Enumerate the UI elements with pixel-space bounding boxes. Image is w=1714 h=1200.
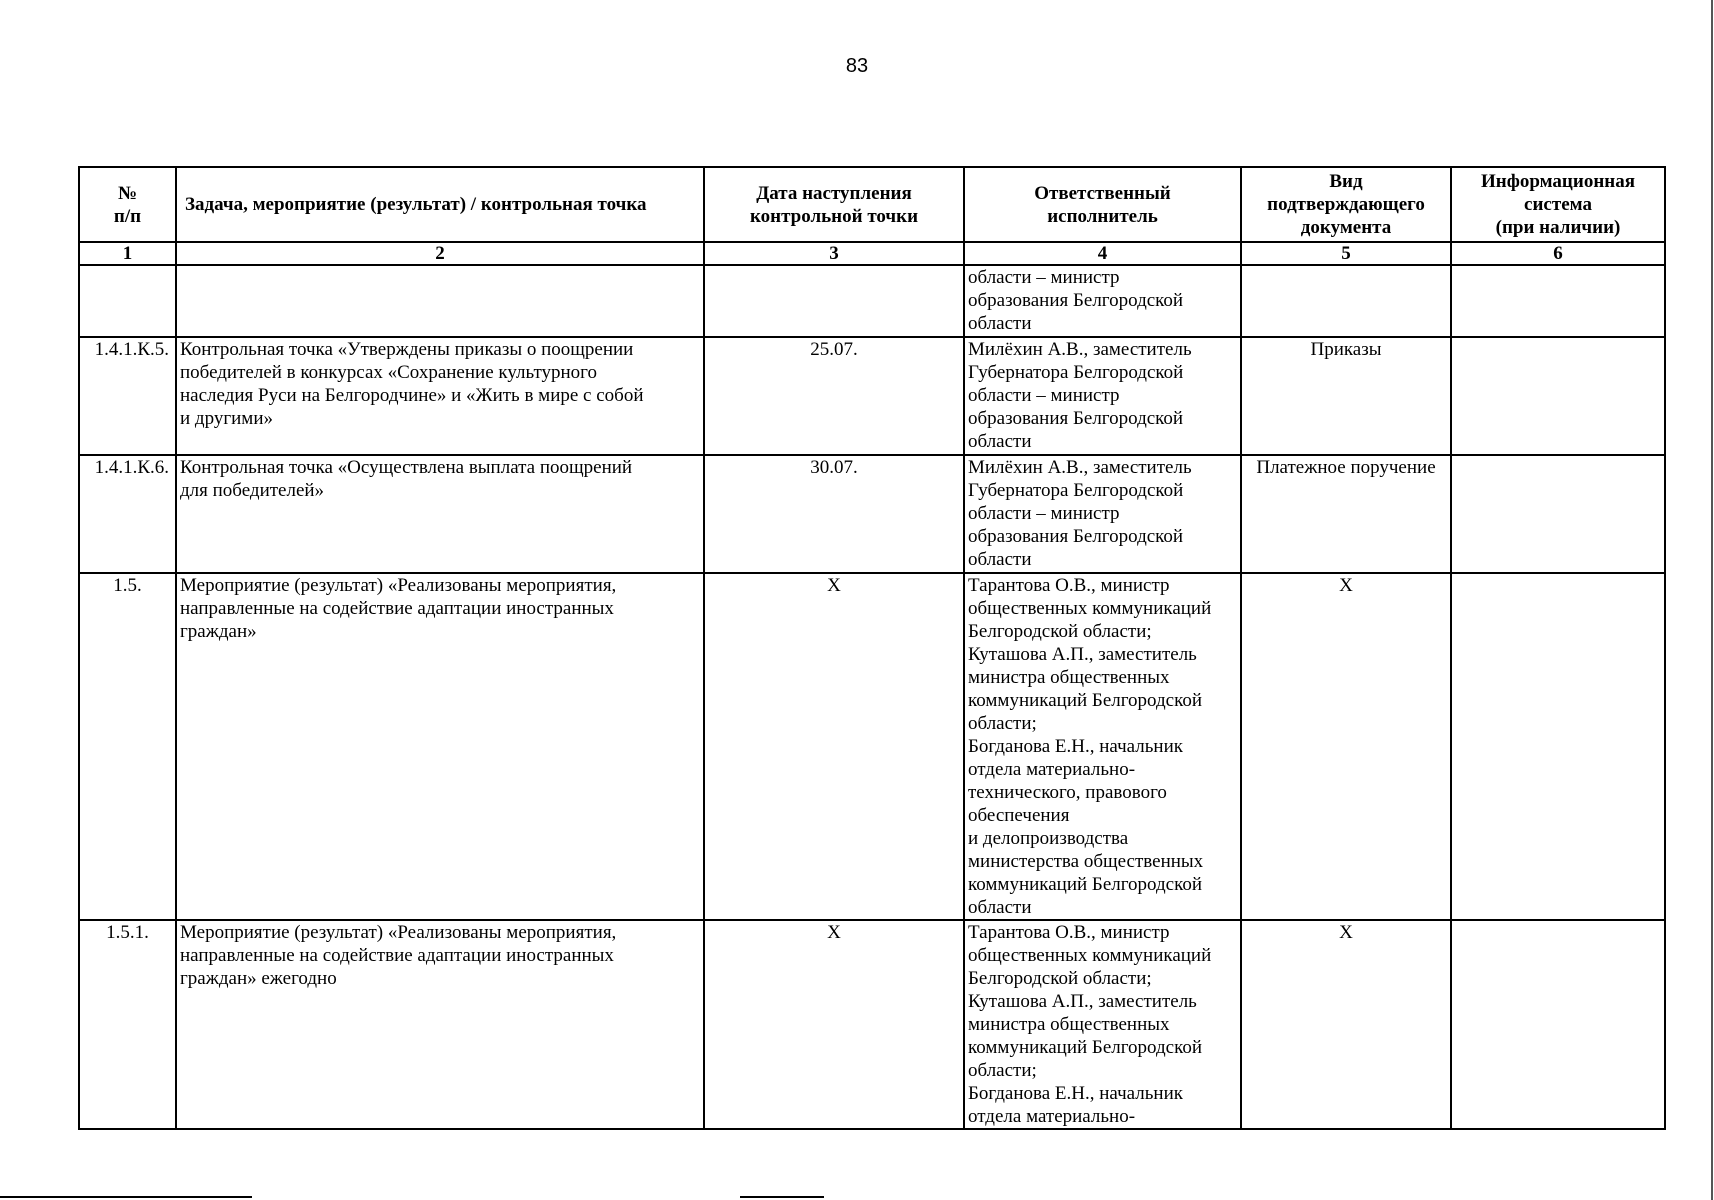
header-executor: Ответственный исполнитель [964, 167, 1241, 242]
row-date: Х [704, 920, 964, 1129]
row-document: Приказы [1241, 337, 1451, 455]
row-task: Мероприятие (результат) «Реализованы мероприятия, направленные на содействие адаптации иностранных граждан» [176, 573, 704, 920]
row-task: Контрольная точка «Утверждены приказы о поощрении победителей в конкурсах «Сохранение культурного наследия Руси на Белгородчине» и «Жить в мире с собой и другими» [176, 337, 704, 455]
row-executor: Тарантова О.В., министр общественных коммуникаций Белгородской области; Куташова А.П., заместитель министра общественных коммуникаций Белгородской области; Богданова Е.Н., начальник отдела материально- [964, 920, 1241, 1129]
row-task [176, 265, 704, 337]
row-task: Мероприятие (результат) «Реализованы мероприятия, направленные на содействие адаптации иностранных граждан» ежегодно [176, 920, 704, 1129]
table-row [79, 920, 1665, 1129]
row-document: Х [1241, 920, 1451, 1129]
scan-edge-line [0, 1196, 252, 1198]
row-executor: области – министр образования Белгородской области [964, 265, 1241, 337]
row-date: Х [704, 573, 964, 920]
column-number-row [79, 242, 1665, 265]
column-number: 4 [964, 242, 1241, 265]
column-number: 1 [79, 242, 176, 265]
header-system: Информационная система (при наличии) [1451, 167, 1665, 242]
row-number: 1.5.1. [79, 920, 176, 1129]
page-number: 83 [845, 55, 869, 77]
row-number [79, 265, 176, 337]
row-system [1451, 920, 1665, 1129]
row-document [1241, 265, 1451, 337]
row-date: 30.07. [704, 455, 964, 573]
header-date: Дата наступления контрольной точки [704, 167, 964, 242]
row-date: 25.07. [704, 337, 964, 455]
row-task: Контрольная точка «Осуществлена выплата поощрений для победителей» [176, 455, 704, 573]
row-number: 1.5. [79, 573, 176, 920]
table-row [79, 573, 1665, 920]
row-system [1451, 337, 1665, 455]
table-row [79, 265, 1665, 337]
scan-margin-line [1711, 0, 1713, 1200]
column-number: 2 [176, 242, 704, 265]
scan-edge-line [740, 1196, 824, 1198]
row-system [1451, 265, 1665, 337]
row-executor: Милёхин А.В., заместитель Губернатора Белгородской области – министр образования Белгородской области [964, 455, 1241, 573]
header-document: Вид подтверждающего документа [1241, 167, 1451, 242]
row-executor: Милёхин А.В., заместитель Губернатора Белгородской области – министр образования Белгородской области [964, 337, 1241, 455]
row-number: 1.4.1.К.6. [79, 455, 176, 573]
table-row [79, 337, 1665, 455]
column-number: 3 [704, 242, 964, 265]
table-row [79, 455, 1665, 573]
row-date [704, 265, 964, 337]
row-system [1451, 573, 1665, 920]
plan-table [78, 166, 1666, 1130]
row-number: 1.4.1.К.5. [79, 337, 176, 455]
row-document: Платежное поручение [1241, 455, 1451, 573]
row-executor: Тарантова О.В., министр общественных коммуникаций Белгородской области; Куташова А.П., заместитель министра общественных коммуникаций Белгородской области; Богданова Е.Н., начальник отдела материально- технического, правового обеспечения и делопроизводства министерства общественных коммуникаций Белгородской области [964, 573, 1241, 920]
column-number: 5 [1241, 242, 1451, 265]
table-header-row [79, 167, 1665, 242]
row-document: Х [1241, 573, 1451, 920]
column-number: 6 [1451, 242, 1665, 265]
row-system [1451, 455, 1665, 573]
header-task: Задача, мероприятие (результат) / контрольная точка [176, 167, 704, 242]
header-number: № п/п [79, 167, 176, 242]
